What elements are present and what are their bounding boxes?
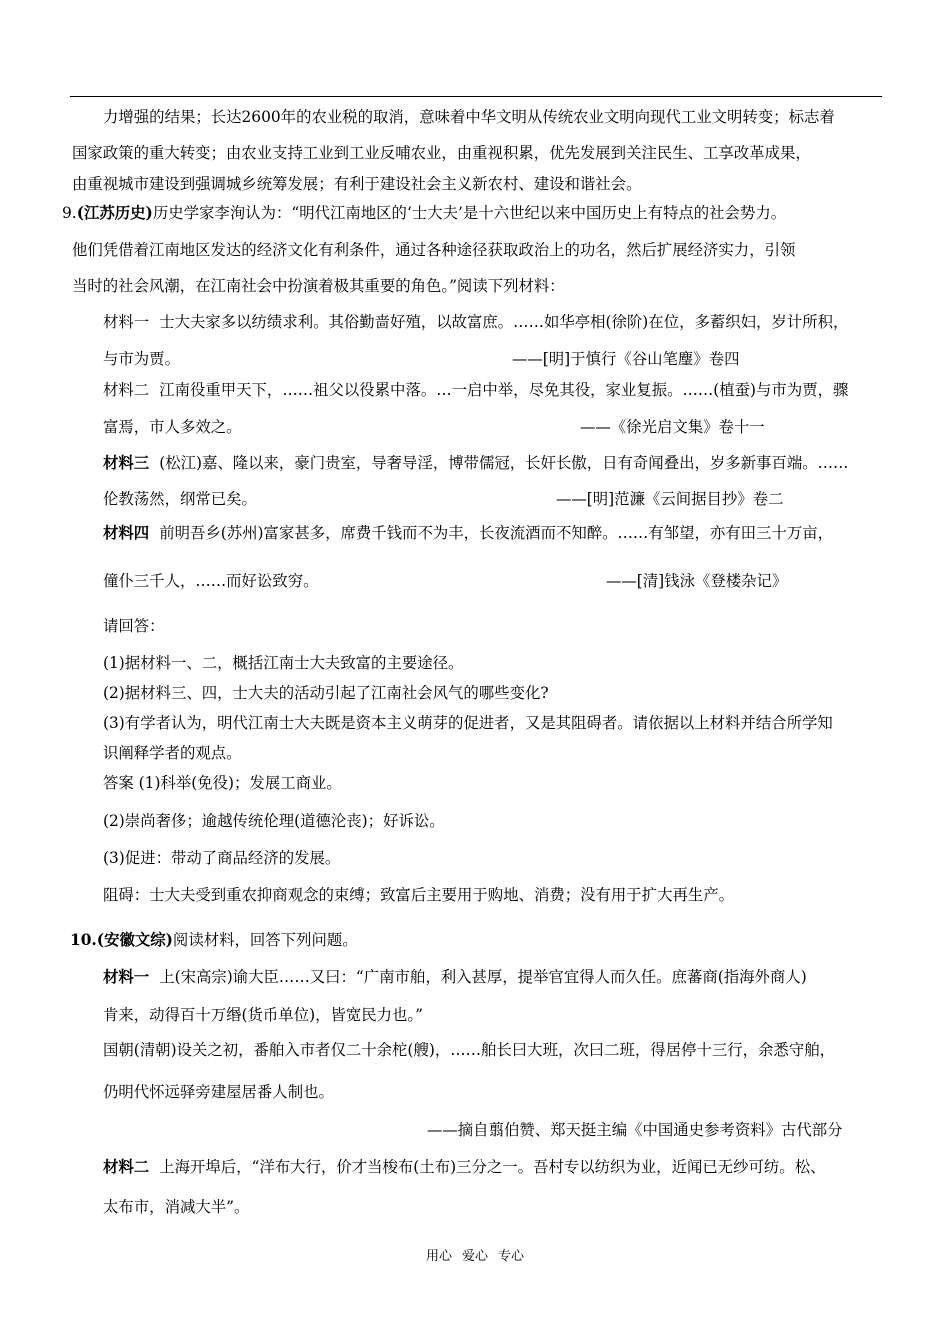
q9-answer-3: (3)促进：带动了商品经济的发展。 — [103, 849, 341, 867]
q9-answer-1: 答案 (1)科举(免役)；发展工商业。 — [103, 774, 342, 792]
q9-material-3-line-2: 伦教荡然，纲常已矣。 — [103, 490, 257, 508]
q9-material-4-line-1 — [103, 523, 833, 543]
q9-material-3-label: 材料三 — [103, 454, 150, 472]
continuation-line-2: 国家政策的重大转变；由农业支持工业到工业反哺农业，由重视积累，优先发展到关注民生、工享改革成果， — [72, 144, 811, 162]
footer-word-3: 专心 — [498, 1249, 525, 1264]
q9-material-2-line-2: 富焉，市人多效之。 — [103, 418, 242, 436]
q9-question-3: (3)有学者认为，明代江南士大夫既是资本主义萌芽的促进者，又是其阻碍者。请依据以上材料并结合所学知 — [103, 714, 833, 732]
q10-material-2-line-2: 太布市，消减大半”。 — [103, 1198, 250, 1216]
q10-material-1-label: 材料一 — [103, 968, 150, 986]
q10-material-1-line-4: 仍明代怀远驿旁建屋居番人制也。 — [103, 1083, 334, 1101]
q9-question-1: (1)据材料一、二，概括江南士大夫致富的主要途径。 — [103, 654, 464, 672]
q9-intro-1: 历史学家李洵认为：“明代江南地区的‘士大夫’是十六世纪以来中国历史上有特点的社会势力。 — [152, 204, 787, 222]
q9-question-2: (2)据材料三、四，士大夫的活动引起了江南社会风气的哪些变化? — [103, 684, 549, 702]
q9-material-2-line-1 — [103, 380, 848, 400]
q9-material-3-text: (松江)嘉、隆以来，豪门贵室，导奢导淫，博带儒冠，长奸长傲，日有奇闻叠出，岁多新事百端。…… — [159, 454, 849, 472]
q9-material-3-line-1 — [103, 453, 848, 473]
q9-material-4-text: 前明吾乡(苏州)富家甚多，席费千钱而不为丰，长夜流酒而不知醉。……有邹望，亦有田三十万亩， — [159, 524, 833, 542]
q9-answer-2: (2)崇尚奢侈；逾越传统伦理(道德沦丧)；好诉讼。 — [103, 812, 445, 830]
footer-word-1: 用心 — [425, 1249, 452, 1264]
q9-material-1-label: 材料一 — [103, 313, 150, 331]
q9-material-1-text: 士大夫家多以纺绩求利。其俗勤啬好殖，以故富庶。……如华亭相(徐阶)在位，多蓄织妇，岁计所积， — [159, 313, 849, 331]
q10-material-1-citation: ——摘自翦伯赞、郑天挺主编《中国通史参考资料》古代部分 — [427, 1121, 843, 1139]
q9-question-3-cont: 识阐释学者的观点。 — [103, 744, 242, 762]
q10-material-1-line-1 — [103, 967, 807, 987]
q10-source: (安徽文综) — [96, 931, 173, 949]
continuation-line-3: 由重视城市建设到强调城乡统筹发展；有利于建设社会主义新农村、建设和谐社会。 — [72, 175, 642, 193]
footer-word-2: 爱心 — [461, 1249, 488, 1264]
q9-answer-4: 阻碍：士大夫受到重农抑商观念的束缚；致富后主要用于购地、消费；没有用于扩大再生产。 — [103, 886, 735, 904]
continuation-line-1: 力增强的结果；长达2600年的农业税的取消，意味着中华文明从传统农业文明向现代工业文明转变；标志着 — [103, 108, 835, 126]
q10-material-2-text: 上海开埠后，“洋布大行，价才当梭布(土布)三分之一。吾村专以纺织为业，近闻已无纱可纺。松、 — [159, 1158, 826, 1176]
q9-intro-2: 他们凭借着江南地区发达的经济文化有利条件，通过各种途径获取政治上的功名，然后扩展经济实力，引领 — [72, 241, 796, 259]
q9-heading — [62, 203, 786, 223]
q9-intro-3: 当时的社会风潮，在江南社会中扮演着极其重要的角色。”阅读下列材料： — [72, 277, 565, 295]
q10-material-2-line-1 — [103, 1157, 825, 1177]
q9-material-2-label: 材料二 — [103, 381, 150, 399]
q10-number: 10. — [70, 931, 97, 949]
q9-prompt: 请回答： — [103, 617, 165, 635]
q9-material-1-line-1 — [103, 312, 848, 332]
q10-material-1-text: 上(宋高宗)谕大臣……又曰：“广南市舶，利入甚厚，提举官宜得人而久任。庶蕃商(指海外商人) — [159, 968, 807, 986]
q9-material-4-citation: ——[清]钱泳《登楼杂记》 — [606, 572, 788, 590]
q9-source: (江苏历史) — [76, 204, 153, 222]
q10-material-2-label: 材料二 — [103, 1158, 150, 1176]
q9-material-2-citation: ——《徐光启文集》卷十一 — [580, 418, 765, 436]
q10-material-1-line-3: 国朝(清朝)设关之初，番舶入市者仅二十余柁(艘)，……舶长曰大班，次曰二班，得居停十三行，余悉守舶， — [103, 1041, 835, 1059]
q10-material-1-line-2: 肯来，动得百十万缗(货币单位)，皆宽民力也。” — [103, 1006, 423, 1024]
page-footer — [0, 1248, 950, 1266]
header-rule — [70, 96, 882, 97]
q9-material-4-line-2: 僮仆三千人，……而好讼致穷。 — [103, 572, 319, 590]
q10-intro: 阅读材料，回答下列问题。 — [172, 931, 358, 949]
q10-heading — [70, 930, 358, 950]
q9-number: 9. — [62, 204, 77, 222]
q9-material-2-text: 江南役重甲天下，……祖父以役累中落。…一启中举，尽免其役，家业复振。……(植蚕)与市为贾，骤 — [159, 381, 849, 399]
q9-material-3-citation: ——[明]范濂《云间据目抄》卷二 — [556, 490, 784, 508]
q9-material-1-line-2: 与市为贾。 — [103, 350, 180, 368]
q9-material-4-label: 材料四 — [103, 524, 150, 542]
q9-material-1-citation: ——[明]于慎行《谷山笔麈》卷四 — [512, 350, 740, 368]
